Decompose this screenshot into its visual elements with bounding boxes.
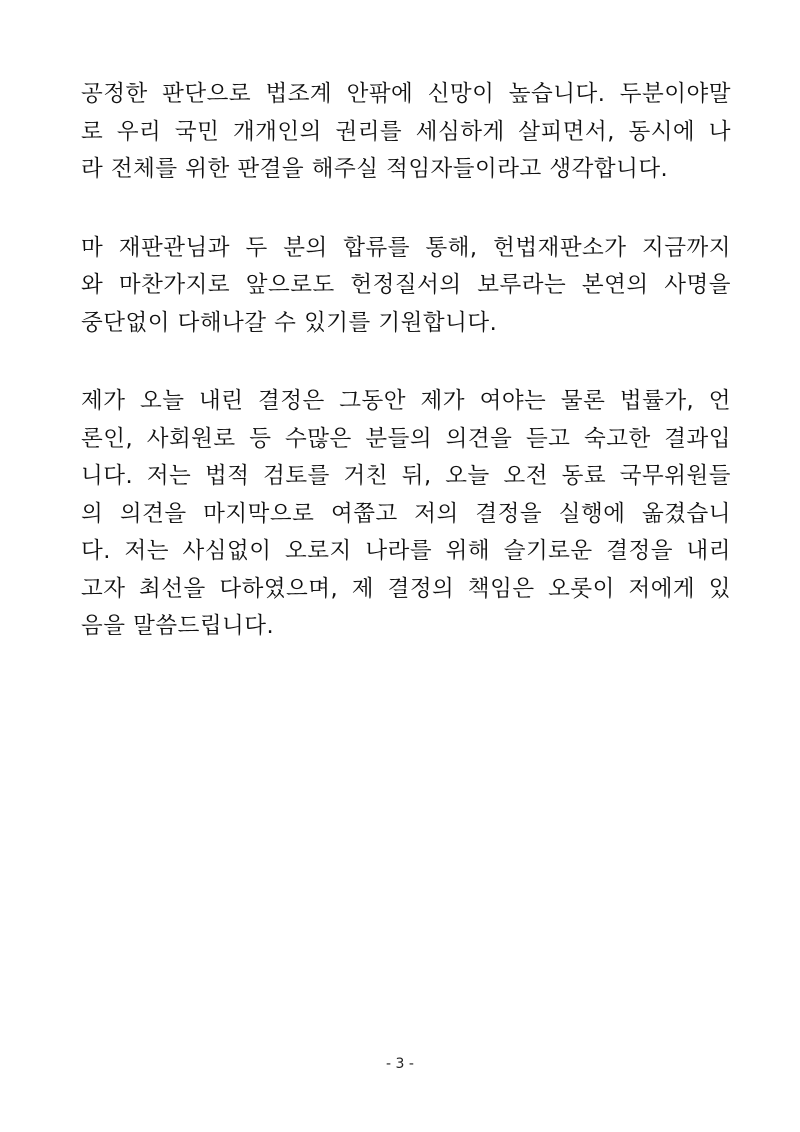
text-line: 의 의견을 마지막으로 여쭙고 저의 결정을 실행에 옮겼습니 — [81, 500, 731, 527]
page-number: - 3 - — [386, 1056, 414, 1072]
text-line: 중단없이 다해나갈 수 있기를 기원합니다. — [81, 309, 498, 336]
text-line: 음을 말씀드립니다. — [81, 613, 275, 639]
text-line: 론인, 사회원로 등 수많은 분들의 의견을 듣고 숙고한 결과입 — [81, 425, 731, 452]
text-line: 니다. 저는 법적 검토를 거친 뒤, 오늘 오전 동료 국무위원들 — [81, 463, 731, 489]
text-line: 다. 저는 사심없이 오로지 나라를 위해 슬기로운 결정을 내리 — [81, 538, 731, 564]
paragraph-3 — [81, 383, 731, 646]
text-line: 라 전체를 위한 판결을 해주실 적임자들이라고 생각합니다. — [81, 156, 669, 182]
text-line: 마 재판관님과 두 분의 합류를 통해, 헌법재판소가 지금까지 — [81, 234, 731, 261]
paragraph-1 — [81, 76, 731, 189]
text-line: 로 우리 국민 개개인의 권리를 세심하게 살피면서, 동시에 나 — [81, 118, 731, 145]
text-line: 공정한 판단으로 법조계 안팎에 신망이 높습니다. 두분이야말 — [81, 81, 731, 107]
text-line: 와 마찬가지로 앞으로도 헌정질서의 보루라는 본연의 사명을 — [81, 272, 731, 298]
paragraph-2 — [81, 230, 731, 343]
text-line: 고자 최선을 다하였으며, 제 결정의 책임은 오롯이 저에게 있 — [81, 575, 731, 602]
body-text — [81, 76, 731, 687]
text-line: 제가 오늘 내린 결정은 그동안 제가 여야는 물론 법률가, 언 — [81, 388, 731, 414]
